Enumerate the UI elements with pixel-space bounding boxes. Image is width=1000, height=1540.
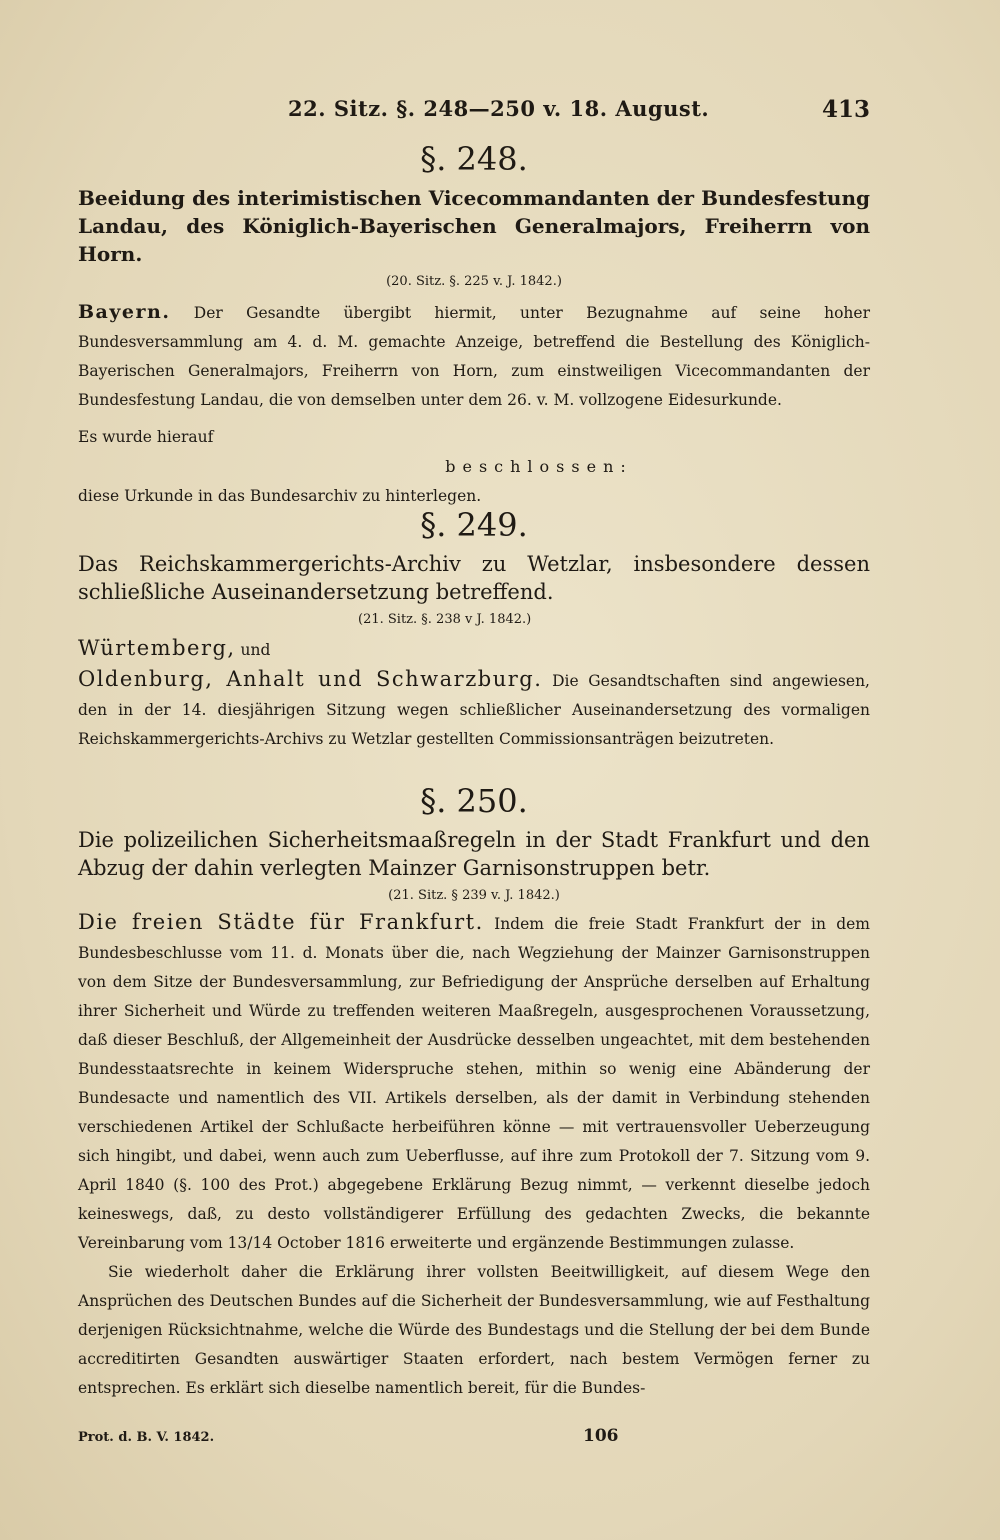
section-248 xyxy=(78,140,870,511)
state-name: Die freien Städte für Frankfurt. xyxy=(78,910,484,934)
section-249 xyxy=(78,506,870,754)
section-number: §. 248. xyxy=(420,140,528,178)
resolution-intro: Es wurde hierauf xyxy=(78,428,214,446)
section-paragraph-2: Sie wiederholt daher die Erklärung ihrer vollsten Beeitwilligkeit, auf diesem Wege den Ansprüchen des Deutschen Bundes auf die Sicherheit der Bundesversammlung, wie auf Festhaltung derjenigen Rücksichtnahme, welche die Würde des Bundestags und die Stellung der bei dem Bunde accreditirten Gesandten auswärtiger Staaten erfordert, nach bestem Vermögen ferner zu entsprechen. Es erklärt sich dieselbe namentlich bereit, für die Bundes- xyxy=(78,1263,870,1397)
paragraph-text: Die Gesandtschaften sind angewiesen, den in der 14. diesjährigen Sitzung wegen schließlicher Auseinandersetzung des vormaligen Reichskammergerichts-Archivs zu Wetzlar gestellten Commissionsanträgen beizutreten. xyxy=(78,672,870,748)
state-conjunction: und xyxy=(240,641,271,659)
section-heading: Das Reichskammergerichts-Archiv zu Wetzlar, insbesondere dessen schließliche Auseinandersetzung betreffend. xyxy=(78,552,870,604)
running-head: 22. Sitz. §. 248—250 v. 18. August. xyxy=(288,96,710,121)
section-number: §. 250. xyxy=(420,782,528,820)
page-header xyxy=(78,96,870,128)
section-reference: (20. Sitz. §. 225 v. J. 1842.) xyxy=(386,274,562,289)
page-number: 413 xyxy=(821,96,870,123)
section-heading: Die polizeilichen Sicherheitsmaaßregeln in der Stadt Frankfurt und den Abzug der dahin verlegten Mainzer Garnisonstruppen betr. xyxy=(78,828,870,880)
section-250 xyxy=(78,782,870,1403)
page-footer xyxy=(78,1426,870,1450)
state-name: Bayern. xyxy=(78,301,171,323)
section-number: §. 249. xyxy=(420,506,528,544)
state-name: Oldenburg, Anhalt und Schwarzburg. xyxy=(78,667,543,691)
resolution-text: diese Urkunde in das Bundesarchiv zu hinterlegen. xyxy=(78,487,482,505)
resolution-word: beschlossen: xyxy=(445,457,633,476)
section-paragraph xyxy=(78,298,870,415)
section-paragraph xyxy=(78,665,870,754)
state-line-1 xyxy=(78,634,870,665)
footer-reference: Prot. d. B. V. 1842. xyxy=(78,1430,215,1445)
section-heading: Beeidung des interimistischen Vicecommandanten der Bundesfestung Landau, des Königlich-Bayerischen Generalmajors, Freiherrn von Horn. xyxy=(78,186,870,266)
section-reference: (21. Sitz. § 239 v. J. 1842.) xyxy=(388,888,560,903)
paragraph-text: Indem die freie Stadt Frankfurt der in dem Bundesbeschlusse vom 11. d. Monats über die, nach Wegziehung der Mainzer Garnisonstruppen von dem Sitze der Bundesversammlung, zur Befriedigung der Ansprüche derselben auf Erhaltung ihrer Sicherheit und Würde zu treffenden weiteren Maaßregeln, ausgesprochenen Voraussetzung, daß dieser Beschluß, der Allgemeinheit der Ausdrücke desselben ungeachtet, mit dem bestehenden Bundesstaatsrechte in keinem Widerspruche stehen, mithin so wenig eine Abänderung der Bundesacte und namentlich des VII. Artikels derselben, als der damit in Verbindung stehenden verschiedenen Artikel der Schlußacte herbeiführen könne — mit vertrauensvoller Ueberzeugung sich hingibt, und dabei, wenn auch zum Ueberflusse, auf ihre zum Protokoll der 7. Sitzung vom 9. April 1840 (§. 100 des Prot.) abgegebene Erklärung Bezug nimmt, — verkennt dieselbe jedoch keineswegs, daß, zu desto vollständigerer Erfüllung des gedachten Zwecks, die bekannte Vereinbarung vom 13/14 October 1816 erweiterte und ergänzende Bestimmungen zulasse. xyxy=(78,915,870,1252)
section-reference: (21. Sitz. §. 238 v J. 1842.) xyxy=(358,612,532,627)
state-name: Würtemberg, xyxy=(78,636,236,660)
paragraph-text: Der Gesandte übergibt hiermit, unter Bezugnahme auf seine hoher Bundesversammlung am 4. d. M. gemachte Anzeige, betreffend die Bestellung des Königlich-Bayerischen Generalmajors, Freiherrn von Horn, zum einstweiligen Vicecommandanten der Bundesfestung Landau, die von demselben unter dem 26. v. M. vollzogene Eidesurkunde. xyxy=(78,304,870,409)
section-paragraph xyxy=(78,908,870,1258)
signature-mark: 106 xyxy=(583,1426,619,1446)
